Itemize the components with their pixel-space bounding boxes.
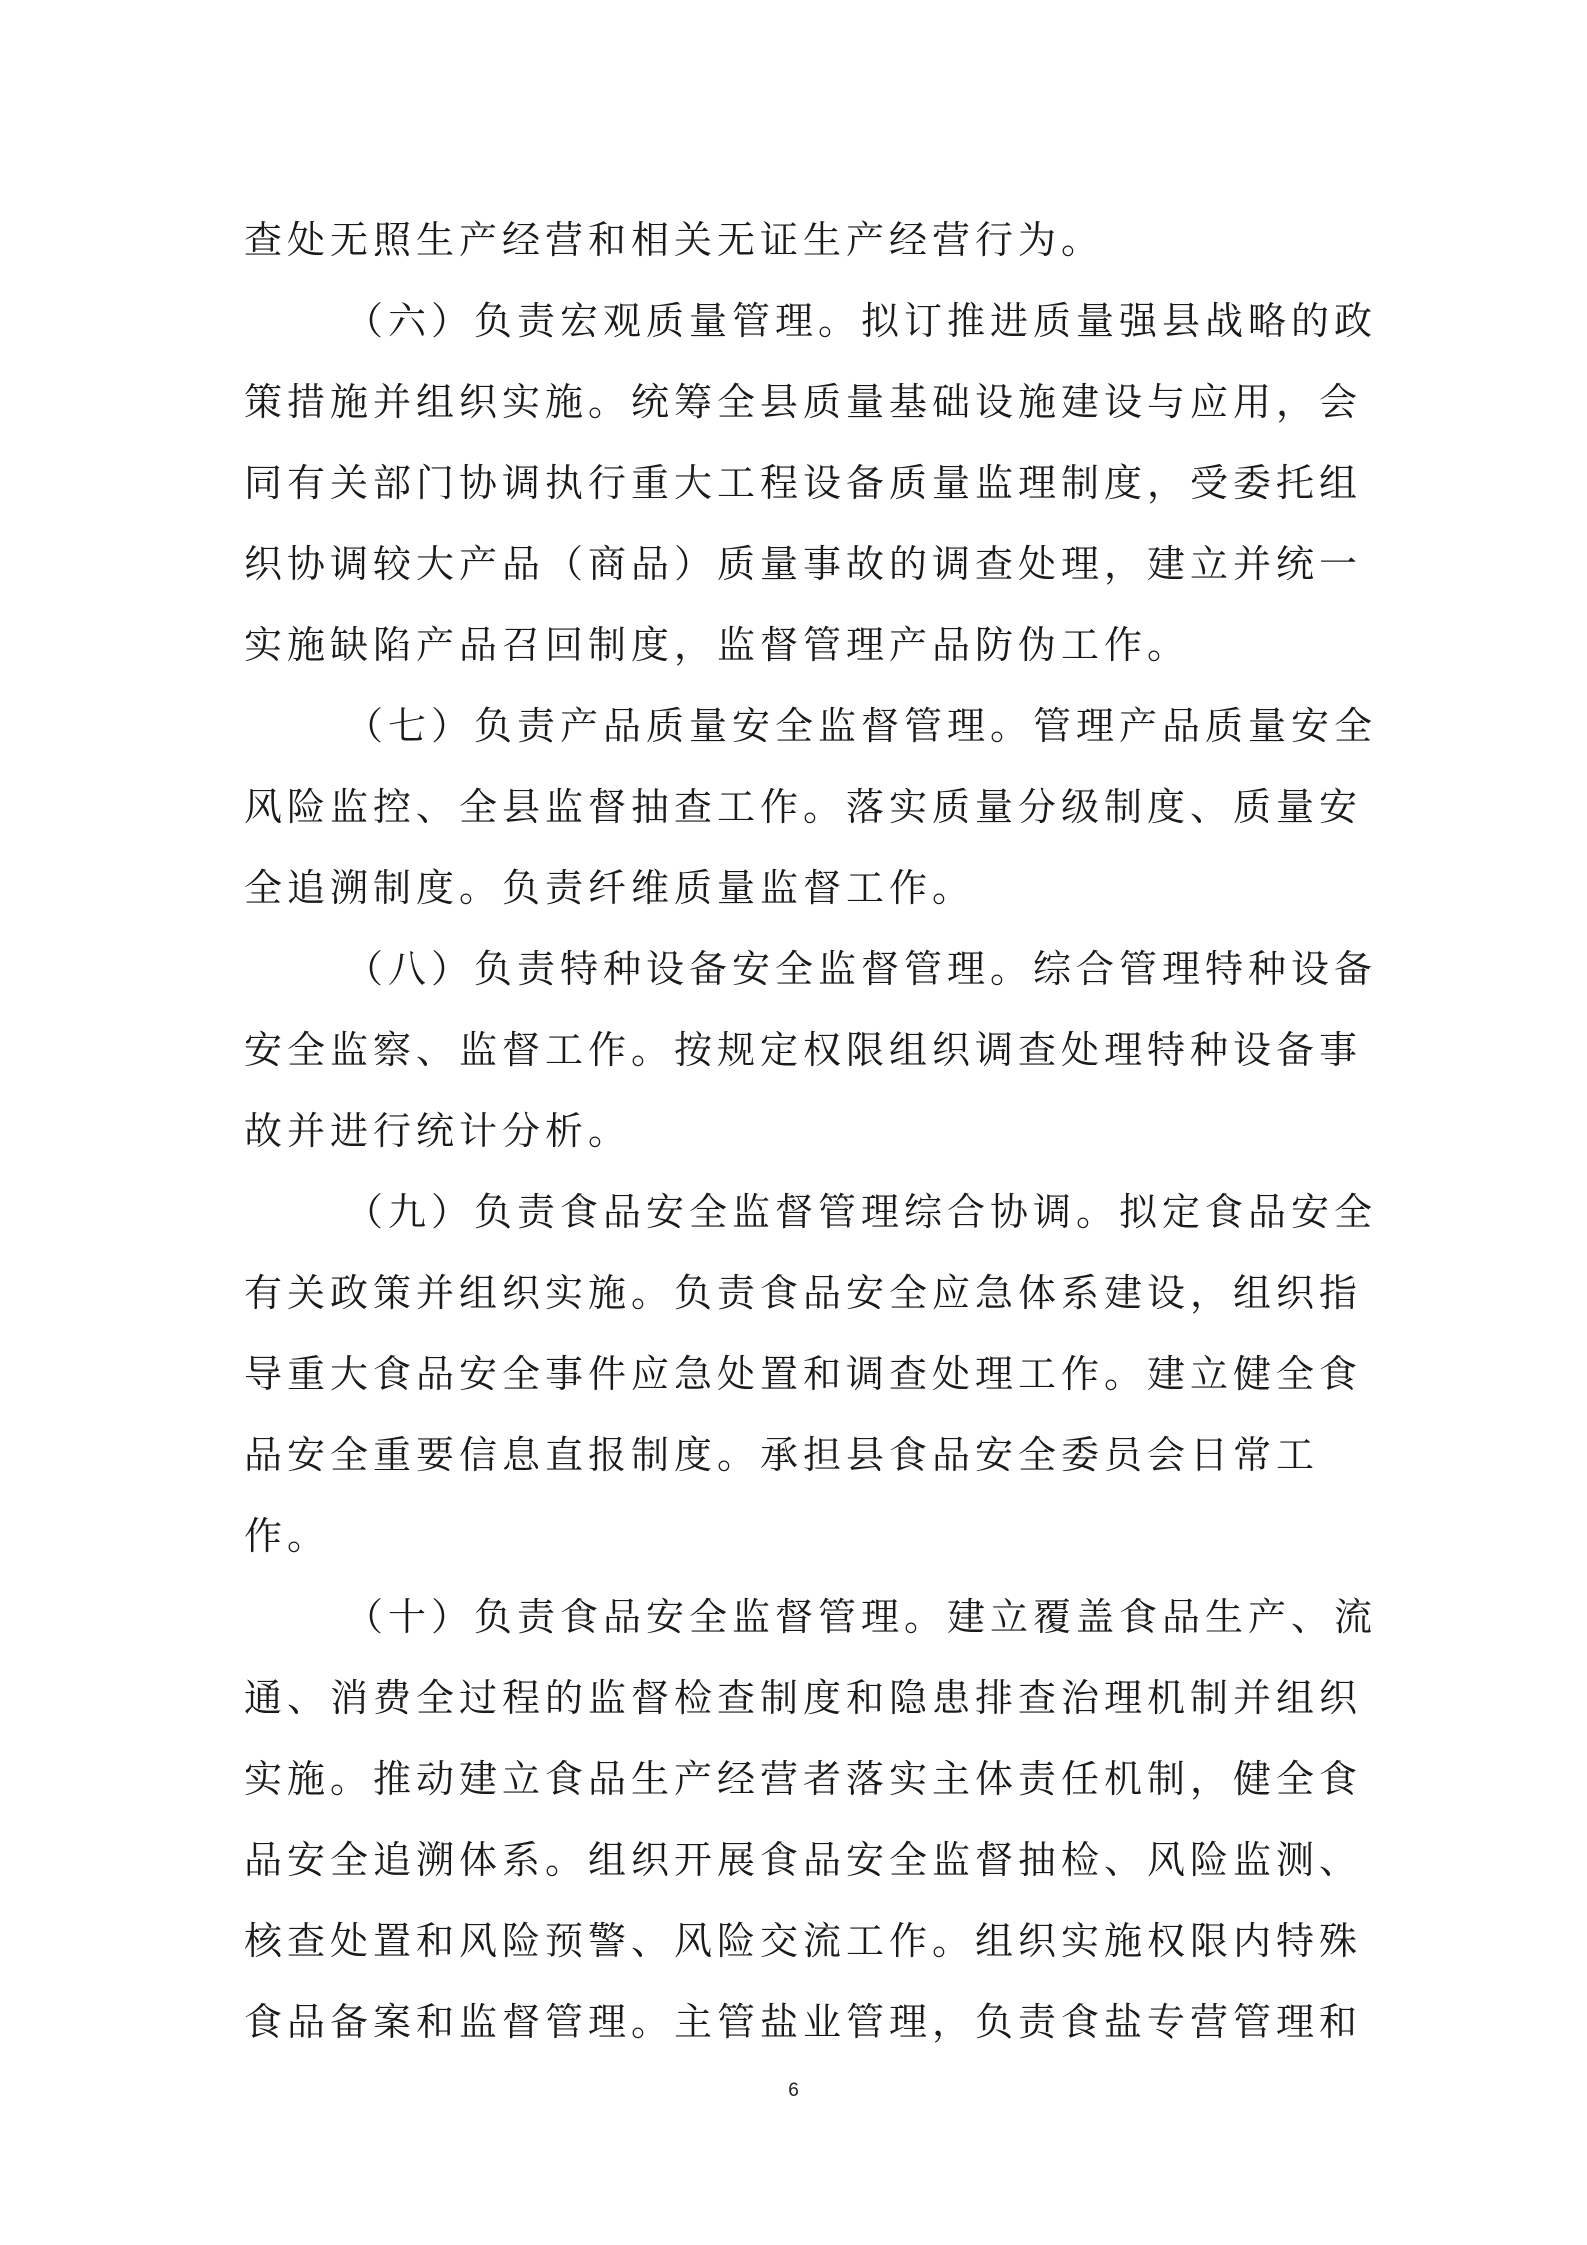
text-line: 同有关部门协调执行重大工程设备质量监理制度，受委托组 — [244, 461, 1363, 505]
text-line: 食品备案和监督管理。主管盐业管理，负责食盐专营管理和 — [244, 2000, 1363, 2044]
paragraph-first-line: （七）负责产品质量安全监督管理。管理产品质量安全 — [345, 704, 1378, 748]
text-line: 查处无照生产经营和相关无证生产经营行为。 — [244, 218, 1105, 262]
paragraph-first-line: （十）负责食品安全监督管理。建立覆盖食品生产、流 — [345, 1595, 1378, 1639]
text-line: 安全监察、监督工作。按规定权限组织调查处理特种设备事 — [244, 1028, 1363, 1072]
text-line: 织协调较大产品（商品）质量事故的调查处理，建立并统一 — [244, 542, 1363, 586]
paragraph-first-line: （八）负责特种设备安全监督管理。综合管理特种设备 — [345, 947, 1378, 991]
text-line: 全追溯制度。负责纤维质量监督工作。 — [244, 866, 976, 910]
text-line: 实施。推动建立食品生产经营者落实主体责任机制，健全食 — [244, 1757, 1363, 1801]
text-line: 作。 — [244, 1514, 331, 1558]
text-line: 品安全重要信息直报制度。承担县食品安全委员会日常工 — [244, 1433, 1320, 1477]
body-text — [244, 200, 1378, 2063]
text-line: 策措施并组织实施。统筹全县质量基础设施建设与应用，会 — [244, 380, 1363, 424]
paragraph-first-line: （九）负责食品安全监督管理综合协调。拟定食品安全 — [345, 1190, 1378, 1234]
text-line: 有关政策并组织实施。负责食品安全应急体系建设，组织指 — [244, 1271, 1363, 1315]
text-line: 通、消费全过程的监督检查制度和隐患排查治理机制并组织 — [244, 1676, 1363, 1720]
page-number: 6 — [788, 2080, 799, 2101]
text-line: 核查处置和风险预警、风险交流工作。组织实施权限内特殊 — [244, 1919, 1363, 1963]
text-line: 品安全追溯体系。组织开展食品安全监督抽检、风险监测、 — [244, 1838, 1363, 1882]
text-line: 导重大食品安全事件应急处置和调查处理工作。建立健全食 — [244, 1352, 1363, 1396]
paragraph-first-line: （六）负责宏观质量管理。拟订推进质量强县战略的政 — [345, 299, 1378, 343]
text-line: 故并进行统计分析。 — [244, 1109, 632, 1153]
text-line: 风险监控、全县监督抽查工作。落实质量分级制度、质量安 — [244, 785, 1363, 829]
text-line: 实施缺陷产品召回制度，监督管理产品防伪工作。 — [244, 623, 1191, 667]
